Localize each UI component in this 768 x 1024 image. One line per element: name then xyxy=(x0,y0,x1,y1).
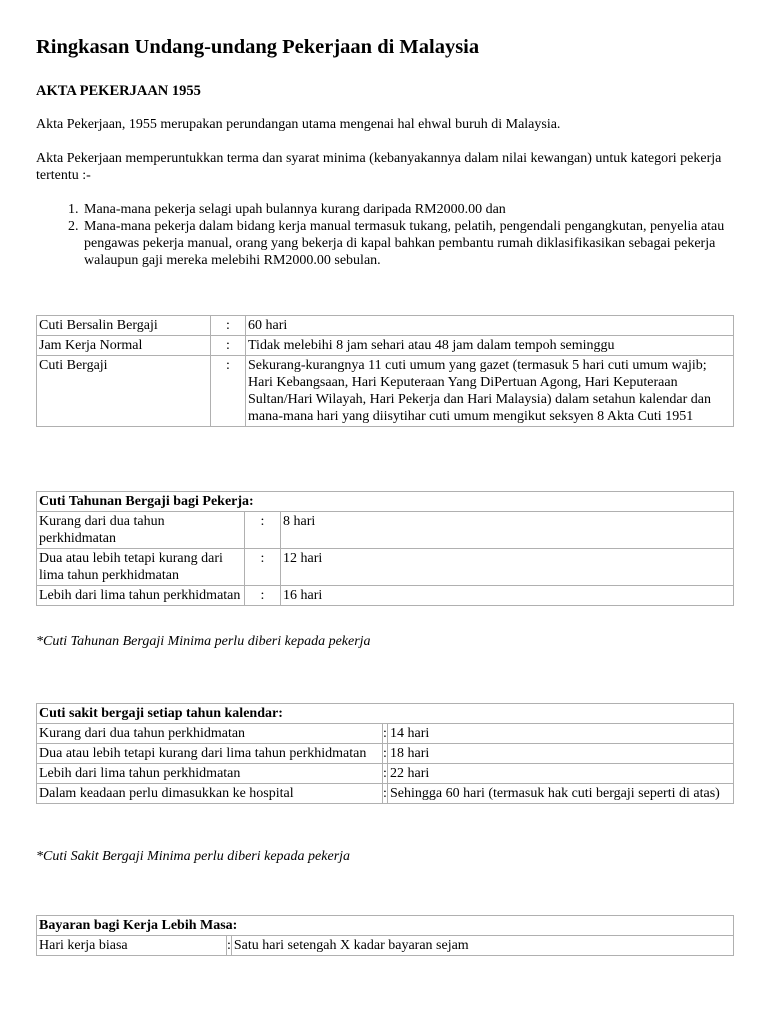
row-value: 16 hari xyxy=(281,586,734,606)
list-item: 1. Mana-mana pekerja selagi upah bulannya kurang daripada RM2000.00 dan xyxy=(82,201,732,218)
table-header: Cuti sakit bergaji setiap tahun kalendar: xyxy=(37,704,734,724)
table-row xyxy=(37,512,734,549)
row-value: 14 hari xyxy=(388,724,734,744)
row-separator: : xyxy=(245,549,281,586)
row-label: Dua atau lebih tetapi kurang dari lima tahun perkhidmatan xyxy=(37,549,245,586)
table-row xyxy=(37,784,734,804)
annual-leave-table xyxy=(36,491,734,606)
row-value: Satu hari setengah X kadar bayaran sejam xyxy=(231,936,733,956)
row-value: 12 hari xyxy=(281,549,734,586)
row-value: 18 hari xyxy=(388,744,734,764)
row-value: Sekurang-kurangnya 11 cuti umum yang gazet (termasuk 5 hari cuti umum wajib; Hari Kebangsaan, Hari Keputeraan Yang DiPertuan Agong, Hari Keputeraan Sultan/Hari Wilayah, Hari Pekerja dan Hari Malaysia) dalam setahun kalendar dan mana-mana hari yang diisytihar cuti umum mengikut seksyen 8 Akta Cuti 1951 xyxy=(246,356,734,427)
row-label: Kurang dari dua tahun perkhidmatan xyxy=(37,512,245,549)
row-label: Dua atau lebih tetapi kurang dari lima tahun perkhidmatan xyxy=(37,744,383,764)
row-label: Lebih dari lima tahun perkhidmatan xyxy=(37,764,383,784)
intro-paragraph-2: Akta Pekerjaan memperuntukkan terma dan syarat minima (kebanyakannya dalam nilai kewangan) untuk kategori pekerja tertentu :- xyxy=(36,151,722,183)
row-separator: : xyxy=(211,316,246,336)
table-row xyxy=(37,549,734,586)
row-separator: : xyxy=(211,336,246,356)
worker-category-list xyxy=(36,201,732,269)
annual-leave-note: *Cuti Tahunan Bergaji Minima perlu diberi kepada pekerja xyxy=(36,634,371,649)
row-value: Sehingga 60 hari (termasuk hak cuti bergaji seperti di atas) xyxy=(388,784,734,804)
row-separator: : xyxy=(211,356,246,427)
table-row xyxy=(37,336,734,356)
row-separator: : xyxy=(383,724,388,744)
table-row xyxy=(37,936,734,956)
table-header-row xyxy=(37,492,734,512)
page-title: Ringkasan Undang-undang Pekerjaan di Malaysia xyxy=(36,36,480,58)
table-row xyxy=(37,316,734,336)
list-item: 2. Mana-mana pekerja dalam bidang kerja manual termasuk tukang, pelatih, pengendali pengangkutan, penyelia atau pengawas pekerja manual, orang yang bekerja di kapal bahkan pembantu rumah diklasifikasikan sebagai pekerja walaupun gaji mereka melebihi RM2000.00 sebulan. xyxy=(82,218,732,269)
row-separator: : xyxy=(227,936,232,956)
table-row xyxy=(37,586,734,606)
table-row xyxy=(37,356,734,427)
row-label: Jam Kerja Normal xyxy=(37,336,211,356)
table-header-row xyxy=(37,704,734,724)
table-header: Bayaran bagi Kerja Lebih Masa: xyxy=(37,916,734,936)
table-header: Cuti Tahunan Bergaji bagi Pekerja: xyxy=(37,492,734,512)
table-row xyxy=(37,744,734,764)
intro-paragraph-1: Akta Pekerjaan, 1955 merupakan perundangan utama mengenai hal ehwal buruh di Malaysia. xyxy=(36,117,561,132)
row-value: Tidak melebihi 8 jam sehari atau 48 jam dalam tempoh seminggu xyxy=(246,336,734,356)
row-label: Hari kerja biasa xyxy=(37,936,227,956)
table-header-row xyxy=(37,916,734,936)
row-separator: : xyxy=(245,512,281,549)
document-page xyxy=(36,34,732,269)
row-label: Cuti Bergaji xyxy=(37,356,211,427)
row-separator: : xyxy=(383,744,388,764)
row-label: Cuti Bersalin Bergaji xyxy=(37,316,211,336)
row-label: Lebih dari lima tahun perkhidmatan xyxy=(37,586,245,606)
employment-terms-table xyxy=(36,315,734,427)
row-separator: : xyxy=(245,586,281,606)
row-value: 60 hari xyxy=(246,316,734,336)
sick-leave-note: *Cuti Sakit Bergaji Minima perlu diberi kepada pekerja xyxy=(36,849,351,864)
row-value: 22 hari xyxy=(388,764,734,784)
row-separator: : xyxy=(383,764,388,784)
sick-leave-table xyxy=(36,703,734,804)
section-heading: AKTA PEKERJAAN 1955 xyxy=(36,83,201,99)
table-row xyxy=(37,724,734,744)
row-label: Kurang dari dua tahun perkhidmatan xyxy=(37,724,383,744)
row-separator: : xyxy=(383,784,388,804)
row-value: 8 hari xyxy=(281,512,734,549)
table-row xyxy=(37,764,734,784)
overtime-pay-table xyxy=(36,915,734,956)
row-label: Dalam keadaan perlu dimasukkan ke hospital xyxy=(37,784,383,804)
